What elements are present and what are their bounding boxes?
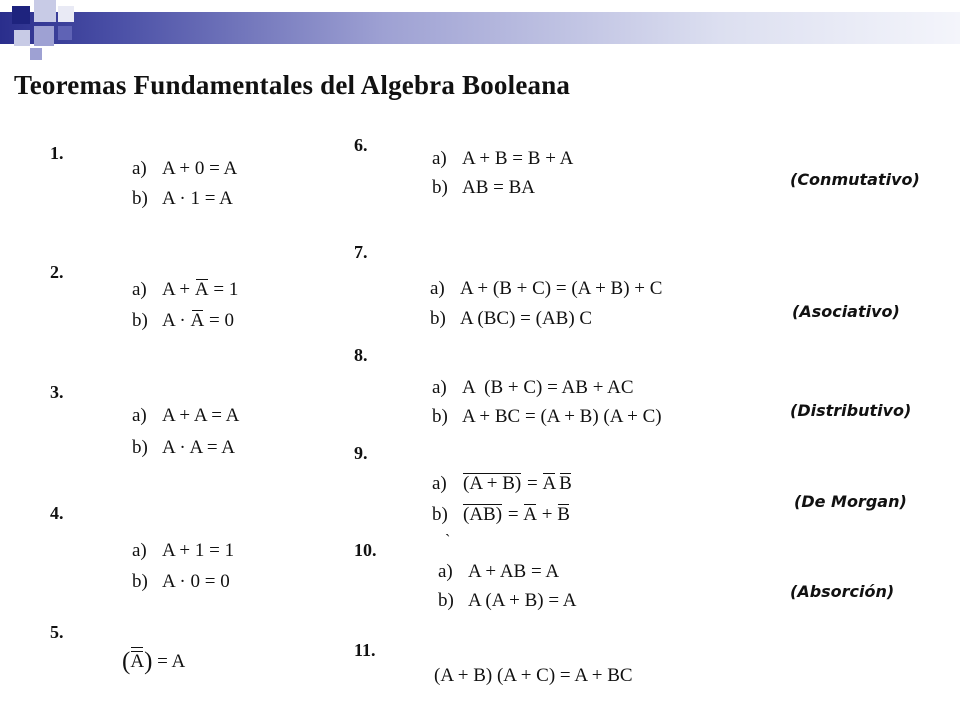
theorem-8b: [432, 406, 662, 428]
complement-term: A: [194, 279, 209, 300]
equation: A + 1 = 1: [162, 540, 235, 561]
header-square: [34, 26, 54, 46]
theorem-1a: [132, 158, 237, 180]
equation: A (B + C) = AB + AC: [462, 377, 634, 398]
equation-part: = 1: [208, 279, 239, 300]
header-square: [12, 6, 30, 24]
item-label: b): [432, 504, 448, 525]
item-label: a): [132, 405, 147, 426]
header-band: [0, 12, 960, 44]
theorem-9-number: 9.: [354, 443, 368, 463]
complement-term: B: [559, 473, 572, 494]
theorem-10a: [438, 561, 559, 583]
equation: (A + B) (A + C) = A + BC: [434, 665, 633, 686]
theorem-10-tag: (Absorción): [790, 582, 895, 601]
header-square: [34, 0, 56, 22]
theorem-2-number: 2.: [50, 262, 64, 282]
complement-term: (AB): [463, 504, 503, 525]
equation: A (A + B) = A: [468, 590, 577, 611]
theorem-8-tag: (Distributivo): [790, 401, 912, 420]
equation: AB = BA: [462, 177, 536, 198]
theorem-1b: [132, 188, 233, 210]
item-label: a): [432, 473, 447, 494]
page-title: Teoremas Fundamentales del Algebra Booleana: [14, 70, 571, 100]
item-label: b): [430, 308, 446, 329]
paren: (: [122, 648, 131, 675]
equation-part: +: [537, 504, 558, 525]
item-label: a): [438, 561, 453, 582]
theorem-5: [122, 648, 185, 676]
item-label: b): [438, 590, 454, 611]
equation: A + A = A: [162, 405, 240, 426]
theorem-11-number: 11.: [354, 640, 376, 660]
item-label: a): [430, 278, 445, 299]
equation-part: A ·: [162, 310, 191, 331]
equation-part: =: [522, 473, 543, 494]
equation: A + BC = (A + B) (A + C): [462, 406, 662, 427]
item-label: b): [132, 571, 148, 592]
theorem-8a: [432, 377, 634, 399]
complement-term: A: [190, 310, 205, 331]
theorem-4-number: 4.: [50, 503, 64, 523]
theorem-6-tag: (Conmutativo): [790, 170, 920, 189]
theorem-9b: [432, 504, 570, 526]
item-label: b): [132, 310, 148, 331]
theorem-10b: [438, 590, 577, 612]
header-square: [58, 6, 74, 22]
theorem-6a: [432, 148, 573, 170]
item-label: a): [132, 158, 147, 179]
item-label: b): [432, 177, 448, 198]
equation-part: = 0: [204, 310, 234, 331]
theorem-10-number: 10.: [354, 540, 377, 560]
item-label: a): [132, 279, 147, 300]
theorem-6-number: 6.: [354, 135, 368, 155]
theorem-3a: [132, 405, 239, 427]
complement-term: A: [523, 504, 538, 525]
theorem-1-number: 1.: [50, 143, 64, 163]
theorem-4a: [132, 540, 234, 562]
theorem-4b: [132, 571, 230, 593]
stray-mark: `: [445, 532, 451, 549]
theorem-3-number: 3.: [50, 382, 64, 402]
theorem-8-number: 8.: [354, 345, 368, 365]
item-label: b): [432, 406, 448, 427]
item-label: a): [132, 540, 147, 561]
equation: A · 1 = A: [162, 188, 233, 209]
header-square: [30, 48, 42, 60]
complement-term: A: [542, 473, 557, 494]
equation: A + (B + C) = (A + B) + C: [460, 278, 663, 299]
theorem-7b: [430, 308, 592, 330]
equation-part: A +: [162, 279, 195, 300]
theorem-2b: [132, 310, 234, 332]
equation: A + AB = A: [468, 561, 560, 582]
theorem-7-number: 7.: [354, 242, 368, 262]
theorem-3b: [132, 437, 235, 459]
theorem-11: [434, 665, 633, 687]
item-label: b): [132, 188, 148, 209]
double-complement-term: A: [130, 651, 145, 672]
item-label: a): [432, 148, 447, 169]
equation-part: = A: [152, 651, 186, 672]
paren: ): [144, 648, 153, 675]
theorem-7-tag: (Asociativo): [792, 302, 900, 321]
theorem-9-tag: (De Morgan): [794, 492, 907, 511]
theorem-6b: [432, 177, 535, 199]
equation: A · 0 = 0: [162, 571, 230, 592]
equation: A + B = B + A: [462, 148, 574, 169]
complement-term: (A + B): [463, 473, 522, 494]
theorem-7a: [430, 278, 662, 300]
header-square: [58, 26, 72, 40]
theorem-5-number: 5.: [50, 622, 64, 642]
header-square: [14, 30, 30, 46]
equation: A (BC) = (AB) C: [460, 308, 593, 329]
equation: A · A = A: [162, 437, 236, 458]
equation: A + 0 = A: [162, 158, 238, 179]
theorem-9a: [432, 473, 572, 495]
equation-part: =: [503, 504, 524, 525]
theorem-2a: [132, 279, 238, 301]
complement-term: B: [557, 504, 570, 525]
item-label: a): [432, 377, 447, 398]
item-label: b): [132, 437, 148, 458]
